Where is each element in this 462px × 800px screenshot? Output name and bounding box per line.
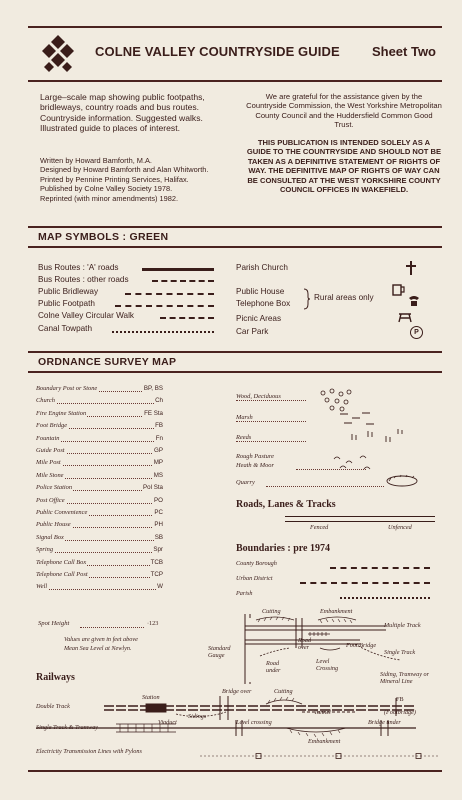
os-top-rule — [28, 351, 442, 353]
quarry-symbol-icon — [384, 474, 420, 488]
os-abbrev-label: Police Station — [36, 484, 73, 492]
symbols-top-rule — [28, 226, 442, 228]
header-rule — [28, 80, 442, 82]
rail-embankment-label: Embankment — [320, 608, 353, 615]
os-abbrev-row — [36, 459, 164, 469]
os-abbrev-label: Public Convenience — [36, 509, 88, 516]
os-abbrev-label: Signal Box — [36, 533, 64, 541]
footpath-line — [115, 305, 214, 307]
roads-title: Roads, Lanes & Tracks — [236, 499, 336, 510]
acknowledgements: We are grateful for the assistance given by the Countryside Commission, the West Yorkshire Metropolitan County Council and the Huddersfield Common Good Trust. — [246, 92, 442, 130]
spot-height-note1: Values are given in feet above — [64, 636, 138, 643]
church-cross-icon — [404, 260, 418, 276]
os-abbrev-code: MP — [153, 459, 163, 467]
os-abbrev-label: Telephone Call Box — [36, 558, 87, 566]
os-abbrev-label: Well — [36, 583, 48, 591]
os-abbrev-code: SB — [154, 533, 163, 541]
os-abbrev-row — [36, 546, 164, 556]
rail-foot-bridge-label: Foot Bridge — [346, 642, 377, 649]
legend-bus-other-roads: Bus Routes : other roads — [38, 275, 129, 284]
os-wood: Wood, Deciduous — [236, 393, 441, 403]
pylon-line — [200, 752, 440, 760]
os-abbrev-code: BP, BS — [143, 385, 163, 392]
os-abbrev-code: MS — [153, 471, 163, 479]
legend-rural-only: Rural areas only — [314, 293, 374, 302]
fb-note-label: (Footbridge) — [384, 709, 416, 716]
os-abbrev-label: Mile Stone — [36, 471, 64, 479]
rail-siding-label: Siding, Tramway or Mineral Line — [380, 671, 429, 685]
os-abbrev-row — [36, 497, 164, 507]
boundary-urban-district: Urban District — [236, 575, 273, 582]
os-abbrev-code: Pol Sta — [143, 484, 163, 492]
os-abbrev-code: FE Sta — [144, 409, 163, 417]
bottom-rule — [28, 770, 442, 772]
brace-icon — [303, 288, 311, 310]
fenced-label: Fenced — [310, 524, 329, 531]
legend-public-house: Public House — [236, 287, 285, 296]
os-abbrev-label: Post Office — [36, 496, 65, 504]
os-abbrev-code: PO — [154, 496, 163, 504]
legend-telephone-box: Telephone Box — [236, 299, 291, 308]
os-abbrev-row — [36, 385, 164, 395]
bridge-under-label: Bridge under — [368, 719, 401, 726]
sheet-number: Sheet Two — [371, 44, 436, 59]
os-abbrev-row — [36, 559, 164, 569]
credit-printed: Printed by Pennine Printing Services, Halifax. — [40, 174, 189, 184]
double-track-label: Double Track — [36, 703, 70, 710]
picnic-table-icon — [398, 311, 412, 323]
rail-road-under-label: Road under — [266, 660, 281, 674]
tunnel-label: Tunnel — [314, 709, 331, 716]
boundary-county-borough: County Borough — [236, 560, 277, 567]
os-abbrev-code: PH — [154, 521, 163, 529]
rail-multiple-track-label: Multiple Track — [384, 622, 421, 629]
legend-parish-church: Parish Church — [236, 263, 288, 272]
rail-level-crossing-label: Level Crossing — [316, 658, 339, 672]
bridge-over-label: Bridge over — [222, 688, 252, 695]
page-title: COLNE VALLEY COUNTRYSIDE GUIDE — [95, 44, 340, 59]
os-abbrev-label: Fountain — [36, 434, 60, 442]
legend-picnic: Picnic Areas — [236, 314, 282, 323]
os-heath: Heath & Moor — [236, 462, 441, 472]
os-abbrev-row — [36, 397, 164, 407]
os-abbrev-label: Church — [36, 397, 55, 405]
os-reeds: Reeds — [236, 434, 441, 444]
viaduct-label: Viaduct — [158, 719, 177, 726]
map-symbols-title: MAP SYMBOLS : GREEN — [38, 231, 169, 243]
single-tramway-label: Single Track & Tramway — [36, 724, 99, 731]
os-abbrev-label: Boundary Post or Stone — [36, 385, 98, 392]
os-abbrev-code: Fn — [155, 434, 163, 442]
spot-height-label: Spot Height — [38, 620, 70, 627]
os-abbrev-code: FB — [155, 422, 163, 430]
ordnance-title: ORDNANCE SURVEY MAP — [38, 356, 177, 368]
credit-designed: Designed by Howard Bamforth and Alan Whitworth. — [40, 165, 209, 175]
unfenced-label: Unfenced — [388, 524, 412, 531]
spot-height-value: ·123 — [147, 620, 159, 627]
legend-car-park: Car Park — [236, 327, 269, 336]
os-abbrev-code: Spr — [153, 546, 163, 554]
legend-circular-walk: Colne Valley Circular Walk — [38, 311, 135, 320]
pasture-symbol-icon — [332, 453, 376, 473]
disclaimer: THIS PUBLICATION IS INTENDED SOLELY AS A GUIDE TO THE COUNTRYSIDE AND SHOULD NOT BE TAKEN AS A DEFINITIVE STATEMENT OF RIGHTS OF WAY. THE DEFINITIVE MAP OF RIGHTS OF WAY CAN BE CONSULTED AT THE WEST YORKSHIRE COUNTY COUNCIL OFFICES IN WAKEFIELD. — [246, 138, 442, 195]
credit-written: Written by Howard Bamforth, M.A. — [40, 156, 152, 165]
os-abbrev-code: TCB — [150, 558, 163, 566]
os-abbrev-label: Spring — [36, 546, 54, 554]
os-abbrev-row — [36, 472, 164, 482]
urban-district-line — [300, 582, 430, 584]
fenced-road-line — [285, 516, 435, 522]
rail-cutting-label: Cutting — [262, 608, 281, 615]
beer-mug-icon — [392, 284, 406, 296]
os-abbrev-code: PC — [154, 509, 163, 516]
car-park-icon: P — [410, 326, 423, 339]
railways-title: Railways — [36, 672, 75, 683]
bridleway-line — [125, 293, 214, 295]
legend-footpath: Public Footpath — [38, 299, 95, 308]
os-marsh: Marsh — [236, 414, 441, 424]
credit-published: Published by Colne Valley Society 1978. — [40, 184, 173, 194]
os-abbrev-row — [36, 509, 164, 519]
legend-bridleway: Public Bridleway — [38, 287, 99, 296]
os-abbrev-label: Foot Bridge — [36, 422, 68, 430]
cutting-label: Cutting — [274, 688, 293, 695]
credit-reprinted: Reprinted (with minor amendments) 1982. — [40, 193, 179, 203]
county-borough-line — [330, 567, 430, 569]
rail-road-over-label: Road over — [298, 637, 312, 651]
os-abbrev-row — [36, 410, 164, 420]
os-abbrev-row — [36, 484, 164, 494]
intro-text: Large–scale map showing public footpaths, bridleways, country roads and bus routes. Countryside information. Suggested walks. Illustrated guide to places of interest. — [40, 92, 205, 133]
os-abbrev-label: Fire Engine Station — [36, 409, 87, 417]
legend-bus-a-roads: Bus Routes : 'A' roads — [38, 263, 119, 272]
os-abbrev-row — [36, 534, 164, 544]
spot-height-note2: Mean Sea Level at Newlyn. — [64, 645, 132, 652]
boundary-parish: Parish — [236, 590, 253, 597]
reeds-symbol-icon — [348, 428, 408, 448]
legend-towpath: Canal Towpath — [38, 324, 93, 333]
os-abbrev-code: TCP — [150, 571, 163, 578]
electricity-label: Electricity Transmission Lines with Pylons — [36, 748, 142, 755]
station-label: Station — [142, 694, 160, 701]
telephone-icon — [407, 294, 421, 308]
rail-single-track-label: Single Track — [384, 649, 416, 656]
spot-height-leader — [80, 627, 144, 628]
os-abbrev-label: Public House — [36, 521, 71, 529]
parish-line — [340, 597, 430, 599]
fb-label: FB — [396, 696, 404, 703]
railways-diagram — [36, 690, 444, 742]
os-abbrev-code: Ch — [155, 397, 163, 405]
marsh-symbol-icon — [338, 409, 378, 429]
bus-a-road-line — [142, 268, 214, 271]
circular-walk-line — [160, 317, 214, 319]
os-abbrev-row — [36, 447, 164, 457]
bus-other-road-line — [152, 280, 214, 282]
os-abbrev-row — [36, 422, 164, 432]
os-bottom-rule — [28, 371, 442, 373]
os-abbrev-row — [36, 435, 164, 445]
os-abbrev-label: Guide Post — [36, 447, 65, 454]
os-abbrev-code: GP — [154, 447, 163, 454]
boundaries-title: Boundaries : pre 1974 — [236, 543, 330, 554]
top-rule — [28, 26, 442, 28]
os-abbrev-label: Telephone Call Post — [36, 571, 88, 578]
towpath-line — [112, 331, 214, 333]
os-abbrev-label: Mile Post — [36, 459, 61, 467]
credits — [40, 156, 240, 203]
os-abbrev-row — [36, 571, 164, 581]
rail-standard-gauge-label: Standard Gauge — [208, 645, 231, 659]
diamond-logo-icon — [38, 34, 78, 74]
sidings-label: Sidings — [188, 713, 207, 720]
symbols-bottom-rule — [28, 246, 442, 248]
os-rough-pasture: Rough Pasture — [236, 453, 274, 460]
os-abbrev-code: W — [157, 583, 163, 591]
os-abbrev-row — [36, 521, 164, 531]
embankment-label: Embankment — [308, 738, 341, 745]
level-crossing-label: Level crossing — [236, 719, 272, 726]
os-quarry: Quarry — [236, 479, 441, 489]
os-abbrev-row — [36, 583, 164, 593]
